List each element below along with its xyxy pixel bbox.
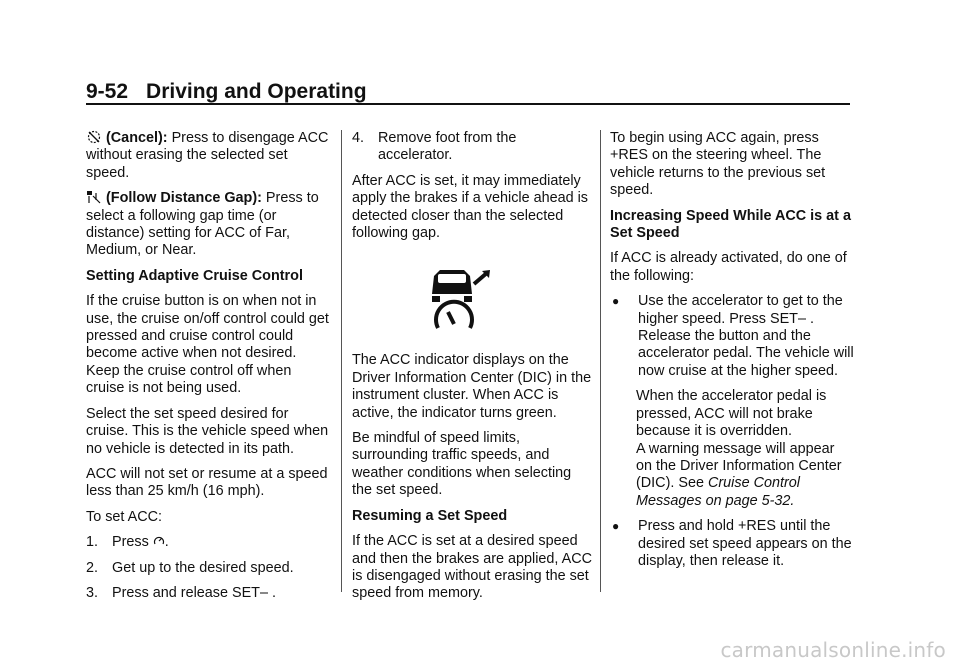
column-divider xyxy=(341,130,342,592)
paragraph: If ACC is already activated, do one of the following: xyxy=(610,250,847,284)
cancel-desc: Press to disengage ACC without erasing the selected set speed. xyxy=(86,130,329,181)
bullet-icon: ● xyxy=(612,294,620,309)
step-4 xyxy=(352,130,592,165)
watermark: carmanualsonline.info xyxy=(720,638,946,662)
bullet-text: Press and hold +RES until the desired set speed appears on the display, then release it. xyxy=(638,518,852,569)
step-3 xyxy=(86,585,332,602)
gap-term: (Follow Distance Gap): xyxy=(106,190,262,207)
continuation-text: When the accelerator pedal is pressed, ACC will not brake because it is overridden. xyxy=(636,388,827,440)
bullet-icon: ● xyxy=(612,519,620,534)
paragraph: ACC will not set or resume at a speed less than 25 km/h (16 mph). xyxy=(86,465,328,500)
section-title: Driving and Operating xyxy=(146,80,367,103)
step-text: Remove foot from the accelerator. xyxy=(378,130,517,164)
step-number: 1. xyxy=(86,534,99,551)
gap-desc: Press to select a following gap time (or distance) setting for ACC of Far, Medium, or Near. xyxy=(86,190,319,259)
gap-definition xyxy=(86,190,332,260)
cancel-term: (Cancel): xyxy=(106,130,168,146)
bullet-item xyxy=(610,518,854,570)
paragraph: If the cruise button is on when not in use, the cruise on/off control could get pressed and cruise control could become active when not desired. Keep the cruise control off when cruise is not being used. xyxy=(86,293,329,397)
step-number: 3. xyxy=(86,584,99,601)
to-set-label: To set ACC: xyxy=(86,508,162,525)
paragraph: The ACC indicator displays on the Driver Information Center (DIC) in the instrument cluster. When ACC is active, the indicator turns green. xyxy=(352,352,592,421)
acc-indicator-icon xyxy=(426,266,496,330)
step-2 xyxy=(86,560,332,577)
resume-heading: Resuming a Set Speed xyxy=(352,507,508,524)
column-1 xyxy=(86,130,332,610)
increase-heading: Increasing Speed While ACC is at a Set Speed xyxy=(610,207,851,242)
setting-heading: Setting Adaptive Cruise Control xyxy=(86,267,303,284)
cancel-definition xyxy=(86,130,332,182)
paragraph: Select the set speed desired for cruise. This is the vehicle speed when no vehicle is detected in its path. xyxy=(86,405,329,457)
continuation-text: A warning message will appear on the Driver Information Center (DIC). See xyxy=(636,440,842,492)
bullet-continuation xyxy=(636,388,854,510)
step-end: . xyxy=(164,534,169,551)
column-divider xyxy=(600,130,601,592)
paragraph: Be mindful of speed limits, surrounding traffic speeds, and weather conditions when selecting the set speed. xyxy=(352,430,572,499)
step-number: 4. xyxy=(352,130,365,146)
page-number: 9-52 xyxy=(86,80,129,103)
follow-gap-icon xyxy=(86,190,102,204)
set-speed-icon xyxy=(153,535,165,547)
step-text: Get up to the desired speed. xyxy=(112,559,294,576)
column-3 xyxy=(610,130,854,578)
page-header xyxy=(86,80,367,104)
paragraph: After ACC is set, it may immediately apply the brakes if a vehicle ahead is detected closer than the selected following gap. xyxy=(352,172,588,242)
paragraph: If the ACC is set at a desired speed and then the brakes are applied, ACC is disengaged without erasing the set speed from memory. xyxy=(352,533,593,602)
column-2 xyxy=(352,130,592,611)
step-text: Press xyxy=(112,534,149,551)
bullet-text: Use the accelerator to get to the higher speed. Press SET– . Release the button and the accelerator pedal. The vehicle will now cruise at the higher speed. xyxy=(638,293,854,379)
header-rule xyxy=(86,103,850,105)
paragraph: To begin using ACC again, press +RES on the steering wheel. The vehicle returns to the previous set speed. xyxy=(610,130,826,199)
step-text: Press and release SET– . xyxy=(112,584,276,601)
cancel-icon xyxy=(86,130,102,144)
step-1 xyxy=(86,534,332,551)
bullet-item xyxy=(610,293,854,380)
step-number: 2. xyxy=(86,559,99,576)
cross-reference-link[interactable]: Cruise Control Messages on page 5‑32. xyxy=(636,475,800,509)
